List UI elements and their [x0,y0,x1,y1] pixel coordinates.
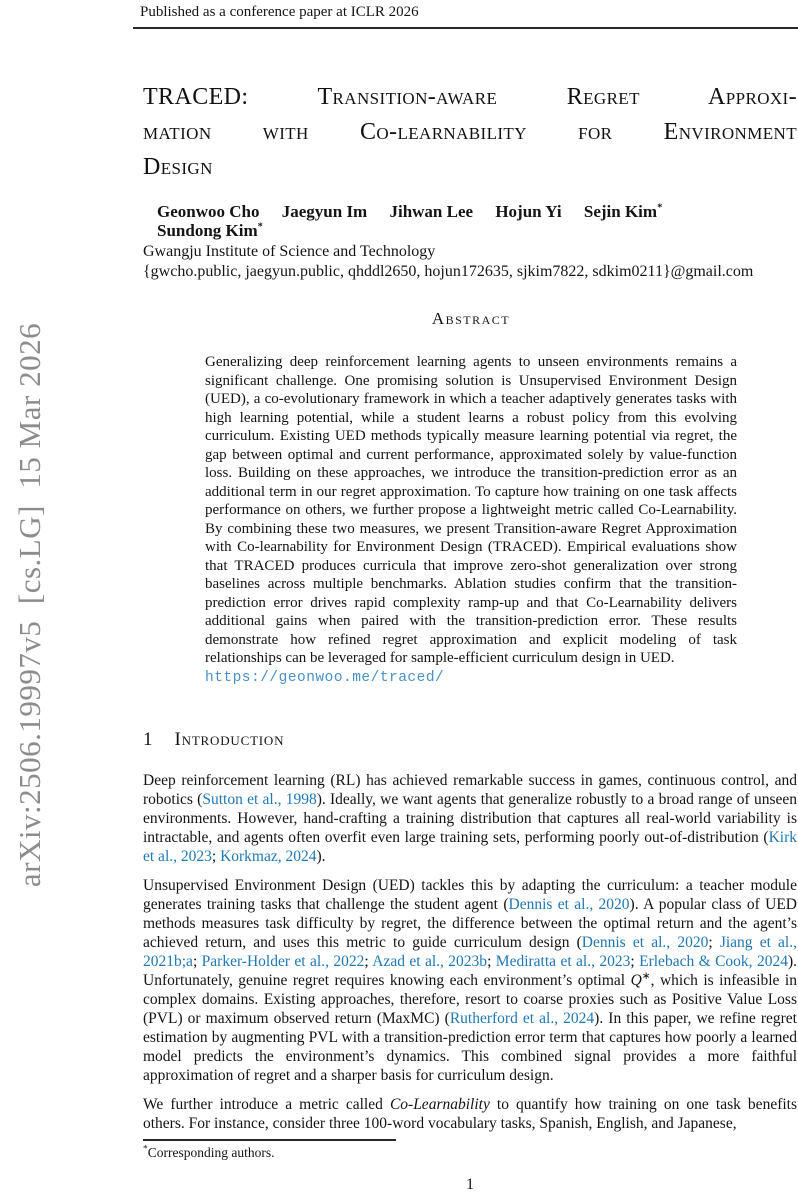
paragraph-2 [143,876,797,1085]
arxiv-watermark: arXiv:2506.19997v5 [cs.LG] 15 Mar 2026 [12,322,47,888]
text-segment: ). [316,848,326,865]
author-name-text: Geonwoo Cho [157,202,260,221]
header-rule [133,27,798,29]
running-header [140,4,419,21]
author-name [389,202,473,221]
section-number: 1 [143,729,153,750]
author-mark: * [257,221,263,233]
paragraph-3 [143,1095,797,1133]
abstract-text: Generalizing deep reinforcement learning agents to unseen environments remains a significant challenge. One promising solution is Unsupervised Environment Design (UED), a co-evolutionary framework in which a teacher adaptively generates tasks with high learning potential, while a student learns a robust policy from this evolving curriculum. Existing UED methods typically measure learning potential via regret, the gap between optimal and current performance, approximated solely by value-function loss. Building on these approaches, we introduce the transition-prediction error as an additional term in our regret approximation. To capture how training on one task affects performance on others, we further propose a lightweight metric called Co-Learnability. By combining these two measures, we present Transition-aware Regret Approximation with Co-learnability for Environment Design (TRACED). Empirical evaluations show that TRACED produces curricula that improve zero-shot generalization over strong baselines across multiple benchmarks. Ablation studies confirm that the transition-prediction error drives rapid complexity ramp-up and that Co-Learnability delivers additional gains when paired with the transition-prediction error. These results demonstrate how refined regret approximation and explicit modeling of task relationships can be leveraged for sample-efficient curriculum design in UED. [205,354,737,666]
citation-link[interactable]: Mediratta et al., 2023 [495,953,631,970]
text-segment: Deep reinforcement learning (RL) has achieved remarkable success in games, continuous control, and robotics ( [143,772,797,808]
text-segment: We further introduce a metric called [143,1096,390,1113]
citation-link[interactable]: Korkmaz, 2024 [220,848,317,865]
title-line-2: mation with Co-learnability for Environment [143,119,797,145]
citation-link[interactable]: Azad et al., 2023b [372,953,488,970]
citation-link[interactable]: Dennis et al., 2020 [581,934,709,951]
author-name-text: Sejin Kim [583,202,658,221]
text-segment: to quantify how training on one task benefits others. For instance, consider three 100-word vocabulary tasks, Spanish, English, and Japanese, [143,1096,797,1132]
text-segment: ). A popular class of UED methods measures task difficulty by regret, the difference between the optimal return and the agent’s achieved return, and uses this metric to guide curriculum design ( [143,896,797,951]
author-emails: {gwcho.public, jaegyun.public, qhddl2650, hojun172635, sjkim7822, sdkim0211}@gmail.com [143,263,754,280]
paragraph-1 [143,771,797,866]
citation-link[interactable]: Parker-Holder et al., 2022 [201,953,365,970]
text-segment: ; [630,953,640,970]
author-name-text: Jaegyun Im [281,202,368,221]
author-mark: * [657,202,663,214]
text-segment: ; [364,953,373,970]
text-segment: ; [487,953,496,970]
author-name-text: Sundong Kim [157,221,258,240]
text-segment: ; [192,953,202,970]
footnote-text: Corresponding authors. [147,1145,275,1160]
authors-block [143,202,797,281]
abstract-heading: Abstract [431,309,511,328]
section-heading-introduction [143,729,284,751]
footnote [143,1145,797,1161]
text-segment: ). Unfortunately, genuine regret requires knowing each environment’s optimal [143,953,798,989]
title-line-3: Design [143,154,213,180]
text-segment: ∗ [641,970,651,982]
citation-link[interactable]: Jiang et al., 2021b;a [143,934,797,970]
running-header-text: Published as a conference paper at ICLR 2026 [140,4,419,20]
text-segment: ; [708,934,720,951]
author-name [157,221,263,240]
text-segment: ). In this paper, we refine regret estimation by augmenting PVL with a transition-prediction error term that captures how poorly a learned model predicts the environment’s dynamics. This combined signal provides a more faithful approximation of regret and a sharper basis for curriculum design. [143,1010,797,1084]
paper-title [143,80,797,185]
text-segment: ; [211,848,221,865]
section-label: Introduction [174,729,285,750]
text-segment: , which is infeasible in complex domains. Existing approaches, therefore, resort to coarse proxies such as Positive Value Loss (PVL) or maximum observed return (MaxMC) ( [143,972,797,1027]
author-row [143,202,797,240]
title-line-1: TRACED: Transition-aware Regret Approxi- [143,84,797,110]
text-segment: ). Ideally, we want agents that generalize robustly to a broad range of unseen environments. However, hand-crafting a training distribution that captures all real-world variability is intractable, and agents often overfit even large training sets, performing poorly out-of-distribution ( [143,791,798,846]
abstract-section [205,309,737,686]
author-name-text: Jihwan Lee [389,202,474,221]
citation-link[interactable]: Kirk et al., 2023 [143,829,797,865]
author-name [584,202,662,221]
author-name [282,202,367,221]
author-name [157,202,259,221]
footnote-mark: * [143,1144,148,1155]
page-number: 1 [466,1176,474,1193]
citation-link[interactable]: Rutherford et al., 2024 [449,1010,595,1027]
affiliation: Gwangju Institute of Science and Technology [143,243,436,260]
author-name-text: Hojun Yi [495,202,562,221]
citation-link[interactable]: Erlebach & Cook, 2024 [639,953,788,970]
text-segment: Unsupervised Environment Design (UED) tackles this by adapting the curriculum: a teacher module generates training tasks that challenge the student agent ( [143,877,797,913]
body-column [143,771,797,1143]
text-segment: Q [630,972,642,989]
citation-link[interactable]: Dennis et al., 2020 [508,896,630,913]
text-segment: Co-Learnability [389,1096,490,1113]
author-name [495,202,561,221]
project-url-link[interactable]: https://geonwoo.me/traced/ [205,669,445,686]
citation-link[interactable]: Sutton et al., 1998 [202,791,317,808]
footnote-rule [143,1139,396,1141]
